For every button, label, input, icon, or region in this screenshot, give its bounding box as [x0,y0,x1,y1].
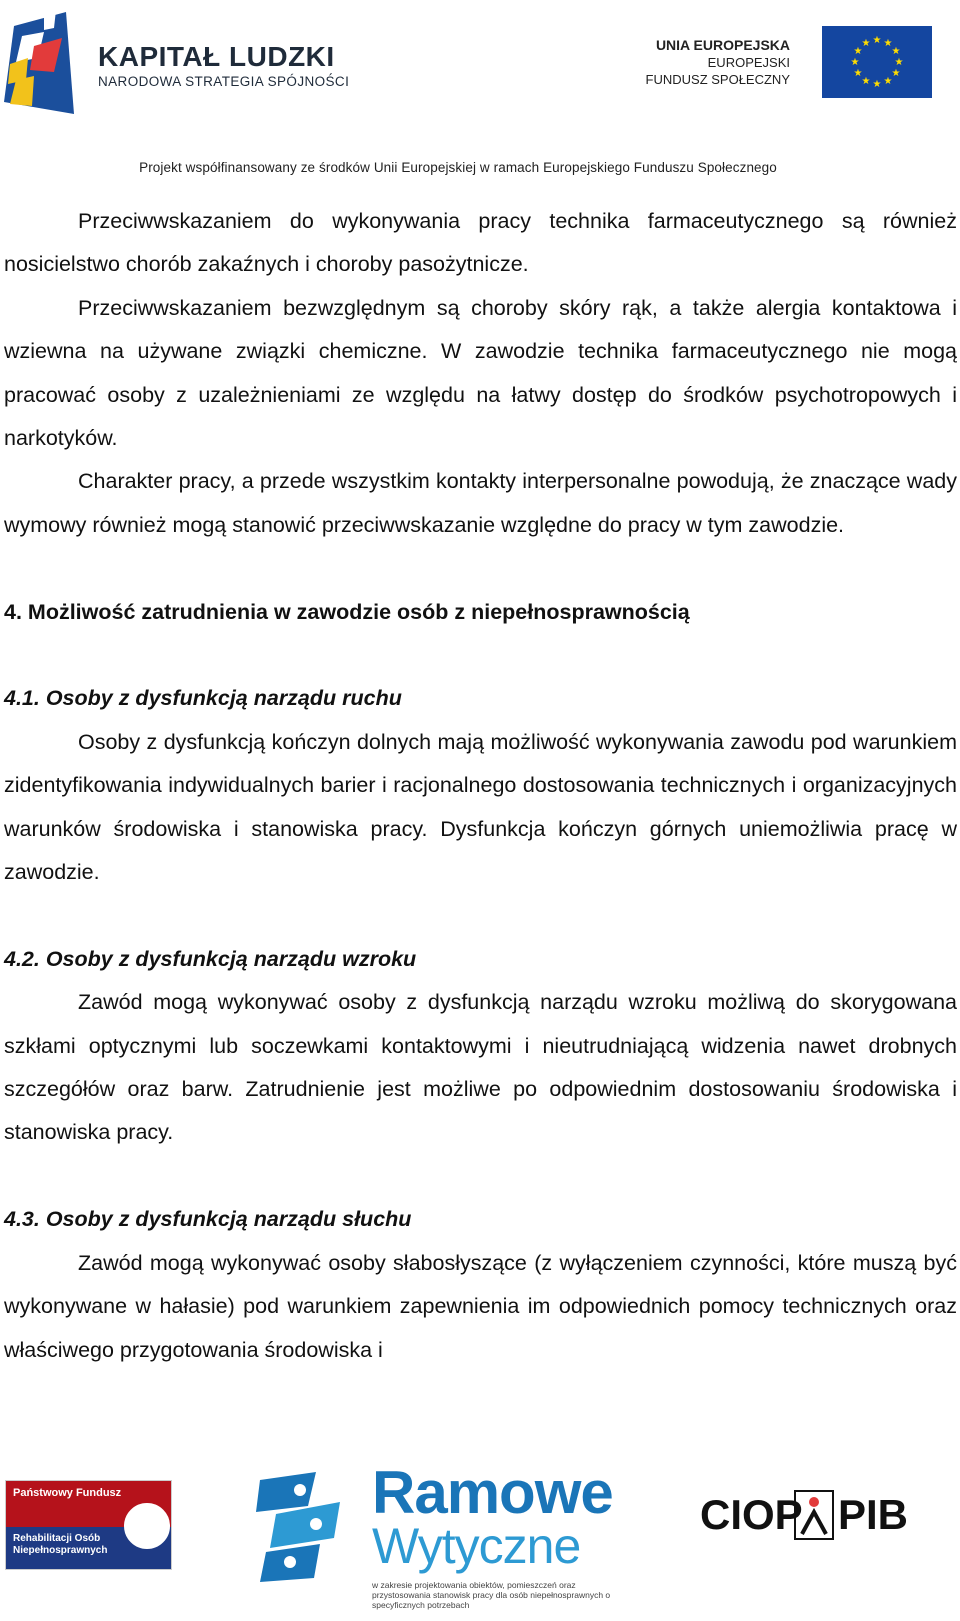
eu-flag-icon [822,26,932,98]
kapital-ludzki-logo-icon [4,6,90,118]
pfron-logo [5,1480,172,1570]
section-4-3-heading: 4.3. Osoby z dysfunkcją narządu słuchu [4,1207,412,1232]
svg-text:★: ★ [891,68,901,79]
svg-text:★: ★ [883,38,893,49]
svg-text:★: ★ [850,57,860,68]
section-4-2-text: Zawód mogą wykonywać osoby z dysfunkcją narządu wzroku możliwą do skorygowana szkłami optycznymi lub soczewkami kontaktowymi i nieutrudniającą widzenia nawet drobnych szczegółów oraz barw. Zatrudnienie jest możliwe po odpowiednim dostosowaniu środowiska i stanowiska pracy. [4,990,957,1145]
cofinancing-note [0,160,960,175]
ramowe-wytyczne-title-2: Wytyczne [372,1518,581,1574]
svg-text:★: ★ [872,79,882,90]
ramowe-wytyczne-title-1: Ramowe [372,1459,613,1526]
section-4-heading: 4. Możliwość zatrudnienia w zawodzie osób z niepełnosprawnością [4,599,690,624]
svg-text:★: ★ [861,38,871,49]
ramowe-wytyczne-caption: w zakresie projektowania obiektów, pomieszczeń oraz przystosowania stanowisk pracy dla osób niepełnosprawnych o specyficznych potrzebach [372,1580,611,1610]
svg-text:★: ★ [894,57,904,68]
kapital-ludzki-title: KAPITAŁ LUDZKI [98,41,335,72]
kapital-ludzki-subtitle: NARODOWA STRATEGIA SPÓJNOŚCI [98,74,350,89]
kapital-ludzki-wordmark [98,42,349,89]
section-4-1-text: Osoby z dysfunkcją kończyn dolnych mają możliwość wykonywania zawodu pod warunkiem zidentyfikowania indywidualnych barier i racjonalnego dostosowania technicznych i organizacyjnych warunków środowiska i stanowiska pracy. Dysfunkcja kończyn górnych uniemożliwia pracę w zawodzie. [4,729,957,885]
ramowe-wytyczne-graphic-icon [256,1472,356,1582]
pfron-emblem-icon [124,1503,170,1549]
svg-text:★: ★ [861,76,871,87]
document-body [4,200,957,1372]
section-4-1-heading: 4.1. Osoby z dysfunkcją narządu ruchu [4,686,402,711]
spacer [4,894,957,937]
section-4-3-text: Zawód mogą wykonywać osoby słabosłyszące (z wyłączeniem czynności, które muszą być wykonywane w hałasie) pod warunkiem zapewnienia im odpowiednich pomocy technicznych oraz właściwego przygotowania środowiska i [4,1250,957,1362]
eu-line-2: EUROPEJSKI [707,55,790,70]
ciop-pib-logo [700,1490,955,1540]
section-4-2-heading: 4.2. Osoby z dysfunkcją narządu wzroku [4,946,417,971]
spacer [4,1155,957,1198]
paragraph-contraindications-diseases: Przeciwwskazaniem do wykonywania pracy technika farmaceutycznego są również nosicielstwo chorób zakaźnych i choroby pasożytnicze. [4,209,957,277]
svg-text:★: ★ [883,76,893,87]
paragraph-speech-defects: Charakter pracy, a przede wszystkim kontakty interpersonalne powodują, że znaczące wady wymowy również mogą stanowić przeciwwskazanie względne do pracy w tym zawodzie. [4,469,957,537]
ciop-person-icon [794,1490,834,1540]
pfron-name: Państwowy Fundusz [13,1487,122,1499]
spacer [4,547,957,590]
cofinancing-text: Projekt współfinansowany ze środków Unii Europejskiej w ramach Europejskiego Funduszu Społecznego [139,160,777,175]
pib-text: PIB [838,1491,909,1538]
svg-text:★: ★ [872,35,882,46]
paragraph-absolute-contraindications: Przeciwwskazaniem bezwzględnym są choroby skóry rąk, a także alergia kontaktowa i wziewna na używane związki chemiczne. W zawodzie technika farmaceutycznego nie mogą pracować osoby z uzależnieniami ze względu na łatwy dostęp do środków psychotropowych i narkotyków. [4,295,957,451]
svg-text:★: ★ [853,46,863,57]
eu-line-3: FUNDUSZ SPOŁECZNY [645,72,790,87]
spacer [4,634,957,677]
eu-wordmark [600,36,790,88]
svg-text:★: ★ [891,46,901,57]
svg-text:★: ★ [853,68,863,79]
pfron-subtitle: Rehabilitacji Osób Niepełnosprawnych [13,1533,108,1556]
page-header [0,0,960,190]
page-footer [0,1460,960,1621]
eu-line-1: UNIA EUROPEJSKA [655,37,790,53]
ciop-text: CIOP [700,1491,803,1538]
